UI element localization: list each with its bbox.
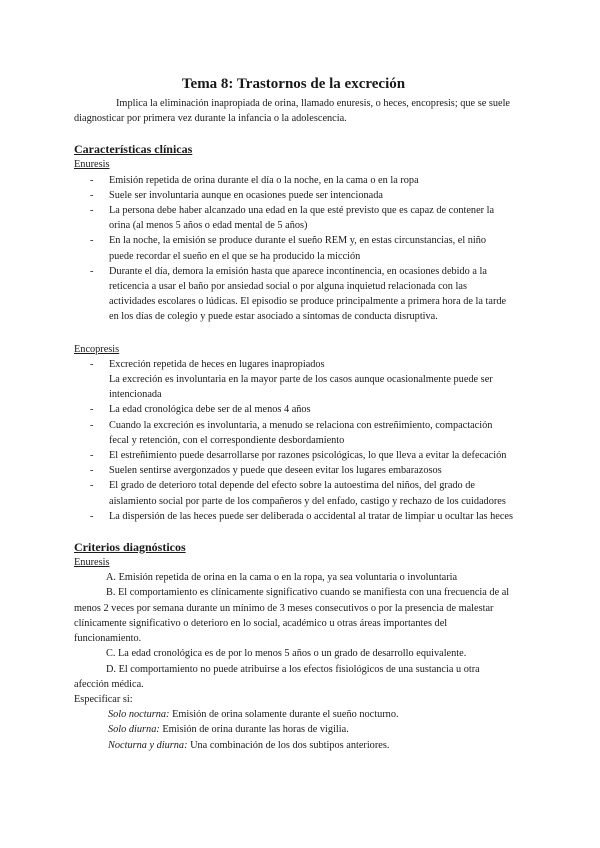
list-item: - La edad cronológica debe ser de al menos 4 años <box>74 402 513 417</box>
specifier-day <box>74 722 513 737</box>
enuresis-list <box>74 173 513 325</box>
list-item: - Durante el día, demora la emisión hasta que aparece incontinencia, en ocasiones debido a la reticencia a usar el baño por ansiedad social o por alguna inquietud relacionada con las actividades escolares o lúdicas. El episodio se produce principalmente a primera hora de la tarde en los días de colegio y puede estar asociado a síntomas de conducta disruptiva. <box>74 264 513 325</box>
list-item: - Suelen sentirse avergonzados y puede que deseen evitar los lugares embarazosos <box>74 463 513 478</box>
list-item-text: Excreción repetida de heces en lugares inapropiados <box>109 358 325 370</box>
list-item: - El grado de deterioro total depende del efecto sobre la autoestima del niños, del grado de aislamiento social por parte de los compañeros y del enfado, castigo y rechazo de los cuidadores <box>74 478 513 508</box>
encopresis-subheading: Encopresis <box>74 343 120 355</box>
specifier-term: Nocturna y diurna: <box>108 739 188 751</box>
list-item: - El estreñimiento puede desarrollarse por razones psicológicas, lo que lleva a evitar la defecación <box>74 448 513 463</box>
specifier-night <box>74 707 513 722</box>
criterion-c: C. La edad cronológica es de por lo menos 5 años o un grado de desarrollo equivalente. <box>106 648 467 660</box>
specify-label: Especificar si: <box>74 693 133 705</box>
list-item: - La dispersión de las heces puede ser deliberada o accidental al tratar de limpiar u ocultar las heces <box>74 509 513 524</box>
clinical-heading: Características clínicas <box>74 142 193 157</box>
criterion-a: A. Emisión repetida de orina en la cama o en la ropa, ya sea voluntaria o involuntaria <box>106 572 458 584</box>
encopresis-list <box>74 357 513 524</box>
intro-paragraph: Implica la eliminación inapropiada de orina, llamado enuresis, o heces, encopresis; que se suele diagnosticar por primera vez durante la infancia o la adolescencia. <box>74 98 511 125</box>
specifier-text: Emisión de orina durante las horas de vigilia. <box>159 724 349 736</box>
list-item: - Cuando la excreción es involuntaria, a menudo se relaciona con estreñimiento, compactación fecal y retención, con el correspondiente desbordamiento <box>74 418 513 448</box>
list-item-continuation: La excreción es involuntaria en la mayor parte de los casos aunque ocasionalmente puede ser intencionada <box>109 374 493 401</box>
specifier-term: Solo diurna: <box>108 724 160 736</box>
specifier-term: Solo nocturna: <box>108 709 170 721</box>
list-item: - La persona debe haber alcanzado una edad en la que esté previsto que es capaz de contener la orina (al menos 5 años o edad mental de 5 años) <box>74 203 513 233</box>
specifier-text: Una combinación de los dos subtipos anteriores. <box>187 739 390 751</box>
list-item: - Emisión repetida de orina durante el día o la noche, en la cama o en la ropa <box>74 173 513 188</box>
list-item: - En la noche, la emisión se produce durante el sueño REM y, en estas circunstancias, el niño puede recordar el sueño en el que se ha producido la micción <box>74 233 513 263</box>
enuresis-subheading: Enuresis <box>74 159 110 171</box>
criterion-b: B. El comportamiento es clínicamente significativo cuando se manifiesta con una frecuencia de al menos 2 veces por semana durante un mínimo de 3 meses consecutivos o por la presencia de malestar clínicamente significativo o deterioro en lo social, académico u otras áreas importantes del funcionamiento. <box>74 587 510 645</box>
diagnostic-enuresis-subheading: Enuresis <box>74 557 110 569</box>
page-title: Tema 8: Trastornos de la excreción <box>181 76 406 92</box>
diagnostic-heading: Criterios diagnósticos <box>74 540 186 555</box>
specifier-both <box>74 738 513 753</box>
criterion-d: D. El comportamiento no puede atribuirse a los efectos fisiológicos de una sustancia u otra afección médica. <box>74 663 480 690</box>
list-item: - Suele ser involuntaria aunque en ocasiones puede ser intencionada <box>74 188 513 203</box>
specifier-text: Emisión de orina solamente durante el sueño nocturno. <box>169 709 399 721</box>
list-item <box>74 357 513 403</box>
